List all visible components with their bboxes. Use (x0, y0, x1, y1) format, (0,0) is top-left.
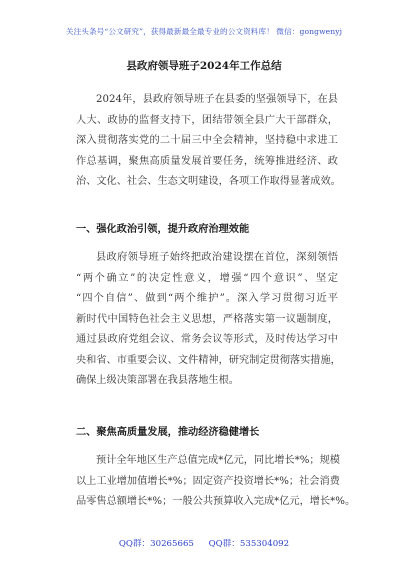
section2-line: 品零售总额增长*%；一般公共预算收入完成*亿元，增长*%。 (76, 496, 356, 507)
section1-line: 央和省、市重要会议、文件精神，研究制定贯彻落实措施， (76, 354, 341, 366)
section-heading-1: 一、强化政治引领，提升政府治理效能 (76, 223, 250, 235)
intro-line: 深入贯彻落实党的二十届三中全会精神，坚持稳中求进工 (76, 135, 338, 146)
section2-line: 预计全年地区生产总值完成*亿元，同比增长*%；规模 (96, 455, 340, 466)
section1-line: 确保上级决策部署在我县落地生根。 (76, 375, 239, 386)
intro-line: 治、文化、社会、生态文明建设，各项工作取得显著成效。 (76, 176, 341, 187)
section1-line: 新时代中国特色社会主义思想，严格落实第一议题制度， (76, 313, 338, 325)
section-heading-2: 二、聚焦高质量发展，推动经济稳健增长 (76, 426, 260, 438)
intro-line: 2024年，县政府领导班子在县委的坚强领导下，在县 (96, 94, 338, 105)
qq-group-1: QQ群：30265665 (118, 539, 194, 549)
section2-line: 以上工业增加值增长*%；固定资产投资增长*%；社会消费 (76, 475, 340, 487)
footer-qq-groups (0, 537, 408, 549)
intro-line: 人大、政协的监督支持下，团结带领全县广大干部群众， (76, 114, 338, 126)
section1-line: 通过县政府党组会议、常务会议等形式，及时传达学习中 (76, 334, 338, 345)
section2-paragraph (76, 451, 356, 513)
intro-line: 作总基调，聚焦高质量发展首要任务，统筹推进经济、政 (76, 155, 338, 167)
section1-paragraph (76, 248, 341, 392)
qq-group-2: QQ群：535304092 (208, 539, 290, 549)
promo-banner: 关注头条号“公文研究”，获得最新最全最专业的公文资料库！ 微信：gongwenyj (65, 27, 343, 36)
section1-line: “四个自信”、做到“两个维护”。深入学习贯彻习近平 (76, 293, 338, 304)
section1-line: 县政府领导班子始终把政治建设摆在首位，深刻领悟 (96, 252, 338, 263)
document-title: 县政府领导班子2024年工作总结 (126, 60, 282, 72)
intro-paragraph (76, 90, 341, 193)
section1-line: “两个确立”的决定性意义，增强“四个意识”、坚定 (76, 272, 338, 284)
